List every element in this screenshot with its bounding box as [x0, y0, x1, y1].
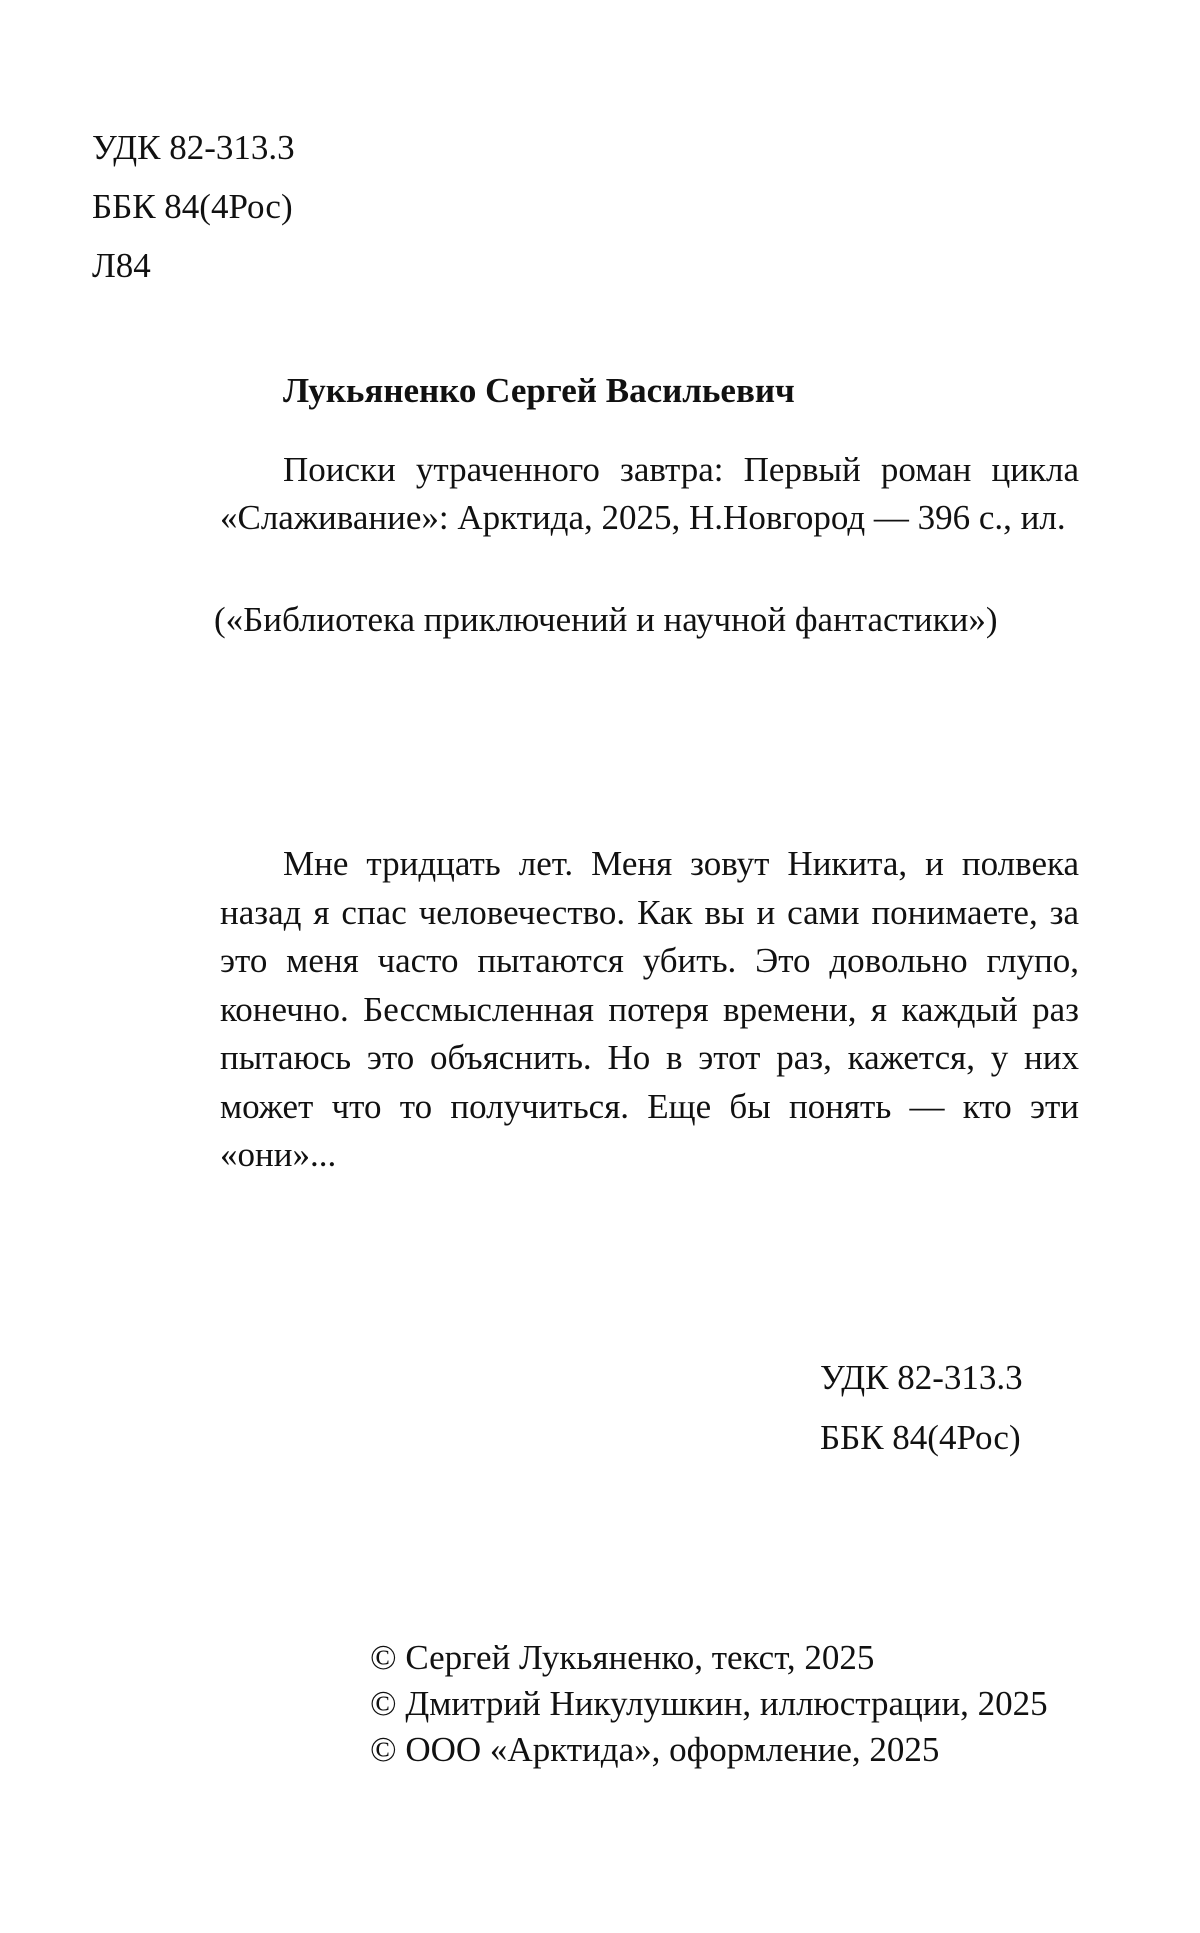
- bbk-code-bottom: ББК 84(4Рос): [820, 1418, 1021, 1457]
- series-title: («Библиотека приключений и научной фантастики»): [214, 600, 998, 639]
- udk-code: УДК 82-313.3: [92, 128, 295, 167]
- copyright-design: © ООО «Арктида», оформление, 2025: [370, 1730, 940, 1769]
- copyright-illustrations: © Дмитрий Никулушкин, иллюстрации, 2025: [370, 1684, 1048, 1723]
- classification-codes-bottom: [820, 1348, 1023, 1468]
- copyright-block: [370, 1635, 1048, 1773]
- author-mark: Л84: [92, 246, 151, 285]
- annotation: Мне тридцать лет. Меня зовут Никита, и полвека назад я спас человечество. Как вы и сами понимаете, за это меня часто пытаются убить. Это довольно глупо, конечно. Бессмысленная потеря времени, я каждый раз пытаюсь это объяснить. Но в этот раз, кажется, у них может что то получиться. Еще бы понять — кто эти «они»...: [220, 844, 1079, 1174]
- copyright-text: © Сергей Лукьяненко, текст, 2025: [370, 1638, 875, 1677]
- author-name: Лукьяненко Сергей Васильевич: [283, 371, 795, 410]
- bibliographic-description: Поиски утраченного завтра: Первый роман цикла «Слаживание»: Арктида, 2025, Н.Новгород — 396 с., ил.: [220, 450, 1079, 537]
- classification-codes-top: [92, 118, 295, 295]
- udk-code-bottom: УДК 82-313.3: [820, 1358, 1023, 1397]
- bbk-code: ББК 84(4Рос): [92, 187, 293, 226]
